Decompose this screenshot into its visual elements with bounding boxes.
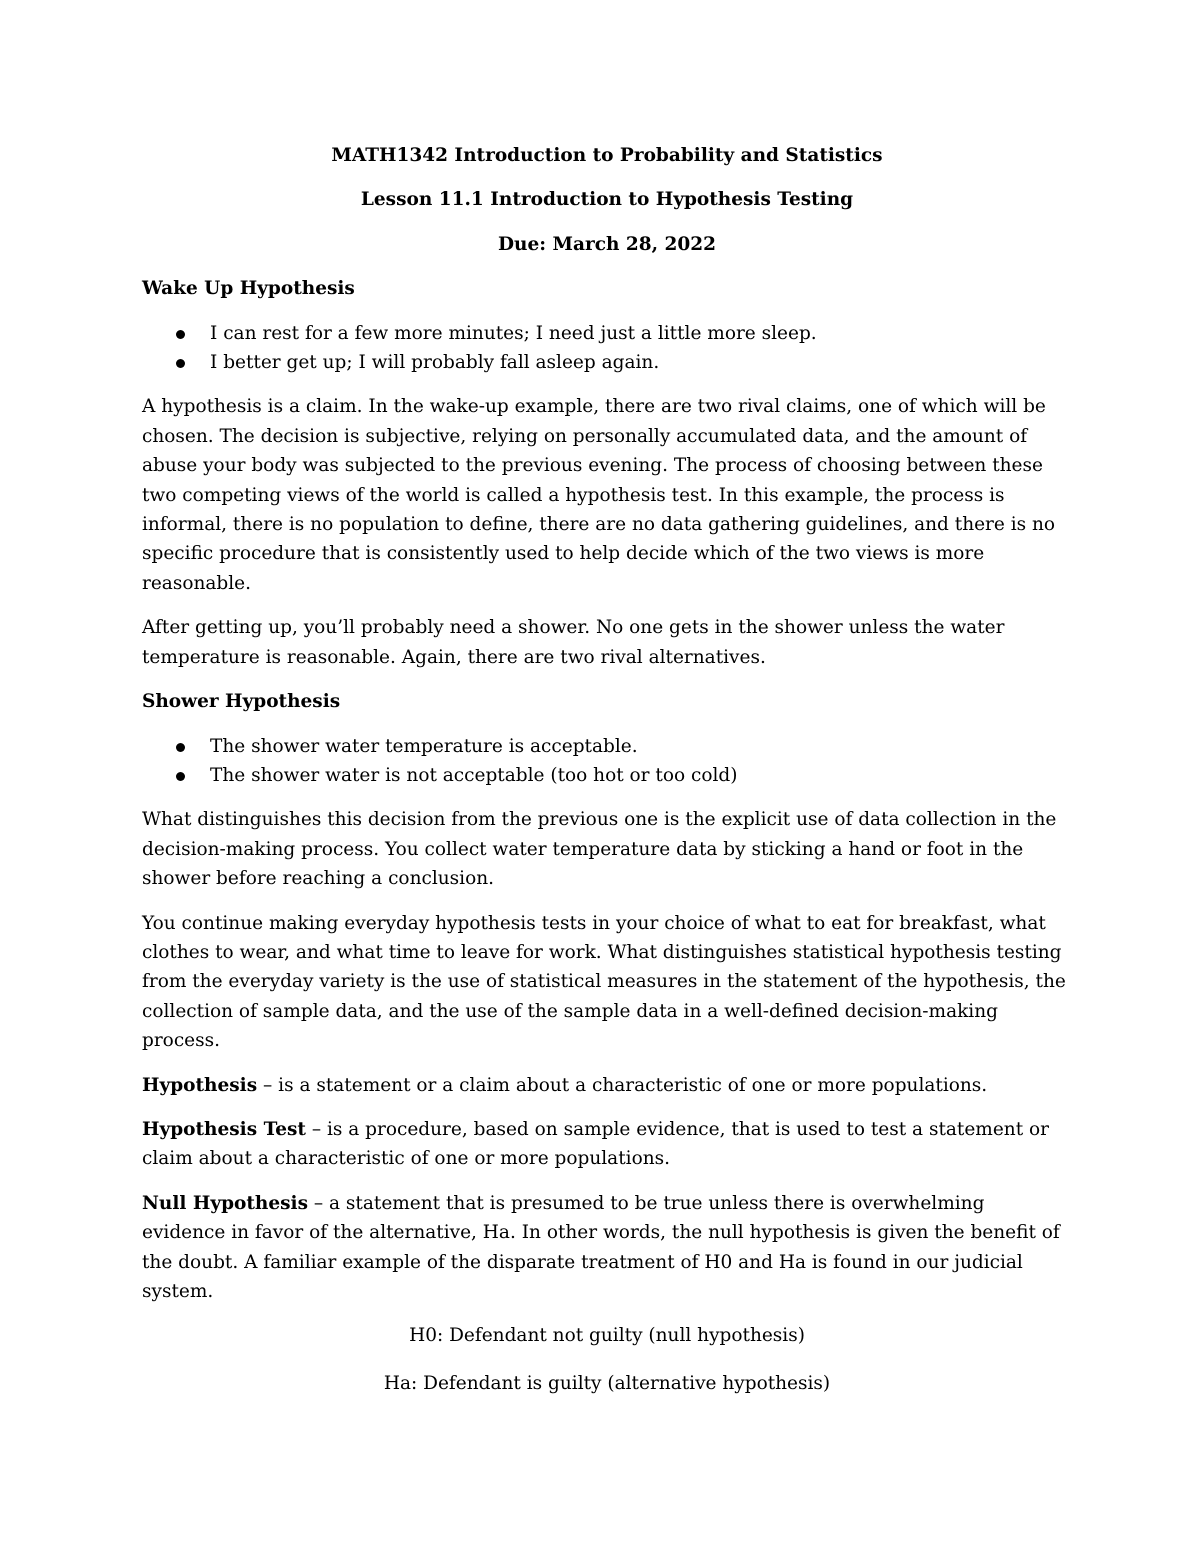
list-item-text: The shower water is not acceptable (too hot or too cold) <box>210 764 738 786</box>
shower-heading: Shower Hypothesis <box>142 691 341 713</box>
definition-hypothesis <box>142 1071 1072 1100</box>
paragraph-data-collection: What distinguishes this decision from the previous one is the explicit use of data collection in the decision-making process. You collect water temperature data by sticking a hand or foot in the shower before reaching a conclusion. <box>142 809 1057 890</box>
paragraph-shower-intro: After getting up, you’ll probably need a shower. No one gets in the shower unless the water temperature is reasonable. Again, there are two rival alternatives. <box>142 617 1005 668</box>
wake-up-list <box>142 319 1072 378</box>
definition-text: – is a statement or a claim about a characteristic of one or more populations. <box>257 1074 988 1096</box>
list-item <box>142 319 1072 348</box>
definition-term: Hypothesis Test <box>142 1118 306 1140</box>
bullet-icon <box>176 330 185 339</box>
bullet-icon <box>176 743 185 752</box>
wake-up-heading: Wake Up Hypothesis <box>142 278 355 300</box>
definition-text: – a statement that is presumed to be true unless there is overwhelming evidence in favor of the alternative, Ha. In other words, the null hypothesis is given the benefit of the doubt. A familiar example of the disparate treatment of H0 and Ha is found in our judicial system. <box>142 1192 1060 1302</box>
definition-hypothesis-test <box>142 1115 1072 1174</box>
document-body <box>142 141 1072 1416</box>
list-item-text: I better get up; I will probably fall asleep again. <box>210 352 660 374</box>
due-date: Due: March 28, 2022 <box>497 233 717 255</box>
shower-list <box>142 732 1072 791</box>
list-item-text: I can rest for a few more minutes; I need just a little more sleep. <box>210 322 817 344</box>
definition-term: Null Hypothesis <box>142 1192 308 1214</box>
null-hypothesis-statement: H0: Defendant not guilty (null hypothesis) <box>409 1325 805 1347</box>
paragraph-hypothesis-claim: A hypothesis is a claim. In the wake-up example, there are two rival claims, one of which will be chosen. The decision is subjective, relying on personally accumulated data, and the amount of abuse your body was subjected to the previous evening. The process of choosing between these two competing views of the world is called a hypothesis test. In this example, the process is informal, there is no population to define, there are no data gathering guidelines, and there is no specific procedure that is consistently used to help decide which of the two views is more reasonable. <box>142 396 1056 594</box>
list-item-text: The shower water temperature is acceptable. <box>210 735 638 757</box>
list-item <box>142 761 1072 790</box>
bullet-icon <box>176 772 185 781</box>
lesson-title: Lesson 11.1 Introduction to Hypothesis Testing <box>360 189 854 211</box>
bullet-icon <box>176 359 185 368</box>
definition-text: – is a procedure, based on sample evidence, that is used to test a statement or claim about a characteristic of one or more populations. <box>142 1118 1049 1170</box>
definition-null-hypothesis <box>142 1189 1072 1307</box>
list-item <box>142 732 1072 761</box>
definition-term: Hypothesis <box>142 1074 258 1096</box>
list-item <box>142 348 1072 377</box>
course-title: MATH1342 Introduction to Probability and Statistics <box>331 145 883 166</box>
paragraph-statistical-testing: You continue making everyday hypothesis tests in your choice of what to eat for breakfast, what clothes to wear, and what time to leave for work. What distinguishes statistical hypothesis testing from the everyday variety is the use of statistical measures in the statement of the hypothesis, the collection of sample data, and the use of the sample data in a well-defined decision-making process. <box>142 912 1066 1052</box>
alternative-hypothesis-statement: Ha: Defendant is guilty (alternative hypothesis) <box>383 1372 831 1394</box>
